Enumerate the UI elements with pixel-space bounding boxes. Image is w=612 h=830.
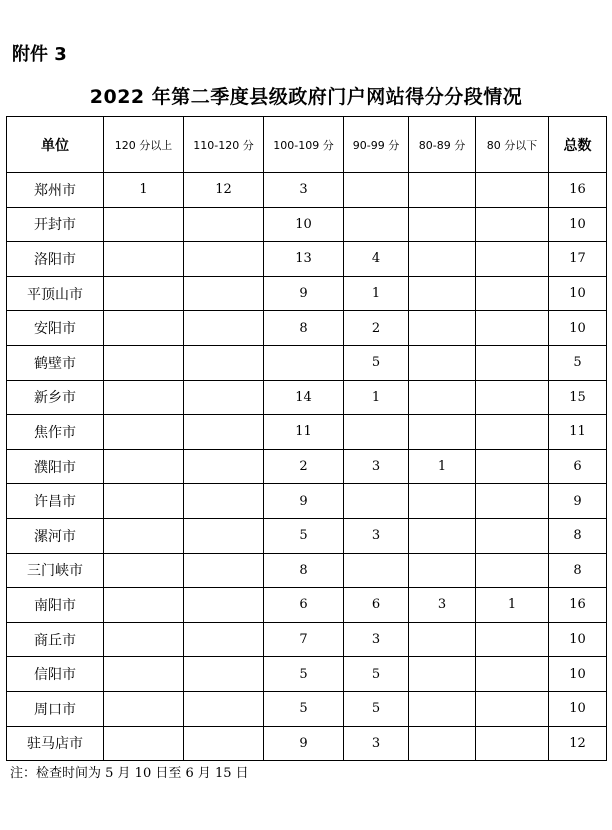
table-cell xyxy=(104,345,184,380)
table-cell: 3 xyxy=(344,518,409,553)
table-cell xyxy=(476,242,549,277)
table-cell: 5 xyxy=(264,691,344,726)
unit-name-cell: 商丘市 xyxy=(7,622,104,657)
table-row xyxy=(7,449,607,484)
table-cell: 5 xyxy=(549,345,607,380)
table-cell xyxy=(104,518,184,553)
table-row xyxy=(7,415,607,450)
unit-name-cell: 鹤壁市 xyxy=(7,345,104,380)
table-cell: 15 xyxy=(549,380,607,415)
unit-name-cell: 周口市 xyxy=(7,691,104,726)
table-cell xyxy=(344,415,409,450)
table-cell xyxy=(476,691,549,726)
table-cell: 5 xyxy=(344,345,409,380)
table-cell xyxy=(104,380,184,415)
unit-name-cell: 信阳市 xyxy=(7,657,104,692)
table-cell xyxy=(184,484,264,519)
table-cell: 5 xyxy=(264,518,344,553)
unit-name-cell: 郑州市 xyxy=(7,173,104,208)
table-row xyxy=(7,657,607,692)
table-cell xyxy=(476,415,549,450)
unit-name-cell: 漯河市 xyxy=(7,518,104,553)
table-cell: 10 xyxy=(549,691,607,726)
table-cell: 3 xyxy=(409,588,476,623)
table-cell xyxy=(184,691,264,726)
table-cell: 3 xyxy=(264,173,344,208)
table-cell xyxy=(184,311,264,346)
table-cell xyxy=(184,345,264,380)
table-cell xyxy=(184,415,264,450)
table-row xyxy=(7,345,607,380)
table-cell xyxy=(184,242,264,277)
table-cell: 10 xyxy=(549,207,607,242)
table-cell: 2 xyxy=(344,311,409,346)
unit-name-cell: 开封市 xyxy=(7,207,104,242)
table-cell xyxy=(409,726,476,761)
table-cell xyxy=(104,726,184,761)
unit-name-cell: 濮阳市 xyxy=(7,449,104,484)
table-cell: 9 xyxy=(264,276,344,311)
table-cell xyxy=(184,726,264,761)
table-cell: 3 xyxy=(344,622,409,657)
table-row xyxy=(7,726,607,761)
table-cell xyxy=(104,691,184,726)
table-cell xyxy=(344,484,409,519)
table-row xyxy=(7,207,607,242)
unit-name-cell: 平顶山市 xyxy=(7,276,104,311)
header-total: 总数 xyxy=(549,117,607,173)
table-cell xyxy=(476,553,549,588)
table-cell: 5 xyxy=(344,691,409,726)
document-title: 2022 年第二季度县级政府门户网站得分分段情况 xyxy=(89,86,523,108)
table-row xyxy=(7,691,607,726)
table-row xyxy=(7,622,607,657)
table-cell: 6 xyxy=(264,588,344,623)
table-cell xyxy=(184,518,264,553)
unit-name-cell: 三门峡市 xyxy=(7,553,104,588)
table-cell xyxy=(476,484,549,519)
header-120-above: 120 分以上 xyxy=(104,117,184,173)
table-cell xyxy=(409,207,476,242)
attachment-label: 附件 3 xyxy=(12,44,67,65)
table-cell: 16 xyxy=(549,173,607,208)
table-cell xyxy=(104,207,184,242)
header-80-below: 80 分以下 xyxy=(476,117,549,173)
table-row xyxy=(7,484,607,519)
unit-name-cell: 焦作市 xyxy=(7,415,104,450)
table-cell: 2 xyxy=(264,449,344,484)
table-cell xyxy=(344,207,409,242)
table-cell xyxy=(104,657,184,692)
table-cell: 7 xyxy=(264,622,344,657)
table-cell xyxy=(409,657,476,692)
table-cell: 8 xyxy=(264,553,344,588)
table-cell xyxy=(184,657,264,692)
unit-name-cell: 驻马店市 xyxy=(7,726,104,761)
table-cell xyxy=(409,518,476,553)
table-row xyxy=(7,380,607,415)
table-cell xyxy=(409,380,476,415)
table-cell xyxy=(104,588,184,623)
table-cell: 1 xyxy=(409,449,476,484)
table-cell: 1 xyxy=(476,588,549,623)
table-header-row xyxy=(7,117,607,173)
unit-name-cell: 许昌市 xyxy=(7,484,104,519)
table-cell: 12 xyxy=(184,173,264,208)
unit-name-cell: 南阳市 xyxy=(7,588,104,623)
table-cell xyxy=(184,380,264,415)
table-cell: 4 xyxy=(344,242,409,277)
table-cell xyxy=(104,311,184,346)
table-cell: 9 xyxy=(549,484,607,519)
table-cell xyxy=(409,622,476,657)
table-cell xyxy=(184,207,264,242)
table-cell xyxy=(104,553,184,588)
table-cell xyxy=(409,553,476,588)
table-cell: 5 xyxy=(264,657,344,692)
table-cell xyxy=(104,415,184,450)
table-cell xyxy=(409,242,476,277)
table-cell: 10 xyxy=(549,657,607,692)
table-cell xyxy=(476,657,549,692)
table-cell xyxy=(184,449,264,484)
unit-name-cell: 安阳市 xyxy=(7,311,104,346)
header-110-120: 110-120 分 xyxy=(184,117,264,173)
table-cell: 8 xyxy=(264,311,344,346)
table-cell: 14 xyxy=(264,380,344,415)
table-cell xyxy=(344,173,409,208)
table-cell: 8 xyxy=(549,553,607,588)
table-cell xyxy=(476,380,549,415)
table-cell xyxy=(409,276,476,311)
table-cell xyxy=(104,242,184,277)
table-cell: 10 xyxy=(549,276,607,311)
table-cell xyxy=(104,622,184,657)
table-cell: 11 xyxy=(549,415,607,450)
table-cell: 16 xyxy=(549,588,607,623)
table-cell xyxy=(184,622,264,657)
table-cell: 6 xyxy=(344,588,409,623)
table-cell: 8 xyxy=(549,518,607,553)
table-cell xyxy=(344,553,409,588)
header-100-109: 100-109 分 xyxy=(264,117,344,173)
table-cell xyxy=(409,311,476,346)
table-row xyxy=(7,553,607,588)
table-cell: 9 xyxy=(264,484,344,519)
table-cell xyxy=(476,449,549,484)
score-distribution-table xyxy=(6,116,607,761)
table-cell: 9 xyxy=(264,726,344,761)
table-row xyxy=(7,173,607,208)
table-cell: 1 xyxy=(104,173,184,208)
table-cell: 5 xyxy=(344,657,409,692)
table-cell xyxy=(409,345,476,380)
table-row xyxy=(7,276,607,311)
table-cell: 11 xyxy=(264,415,344,450)
table-row xyxy=(7,588,607,623)
table-cell xyxy=(476,518,549,553)
table-cell xyxy=(476,726,549,761)
table-cell xyxy=(476,207,549,242)
table-cell xyxy=(184,276,264,311)
table-cell xyxy=(409,484,476,519)
table-cell xyxy=(104,484,184,519)
table-cell xyxy=(476,276,549,311)
unit-name-cell: 新乡市 xyxy=(7,380,104,415)
table-row xyxy=(7,518,607,553)
footnote: 注：检查时间为 5 月 10 日至 6 月 15 日 xyxy=(10,766,249,781)
table-cell: 1 xyxy=(344,380,409,415)
table-cell xyxy=(104,449,184,484)
unit-name-cell: 洛阳市 xyxy=(7,242,104,277)
table-cell xyxy=(476,345,549,380)
table-cell: 10 xyxy=(549,622,607,657)
table-cell: 12 xyxy=(549,726,607,761)
header-80-89: 80-89 分 xyxy=(409,117,476,173)
header-90-99: 90-99 分 xyxy=(344,117,409,173)
table-cell: 10 xyxy=(264,207,344,242)
table-cell: 10 xyxy=(549,311,607,346)
table-row xyxy=(7,311,607,346)
table-row xyxy=(7,242,607,277)
table-cell xyxy=(184,588,264,623)
table-cell: 17 xyxy=(549,242,607,277)
table-cell: 1 xyxy=(344,276,409,311)
header-unit: 单位 xyxy=(7,117,104,173)
table-cell xyxy=(476,173,549,208)
table-cell: 3 xyxy=(344,726,409,761)
table-cell: 13 xyxy=(264,242,344,277)
table-cell xyxy=(409,173,476,208)
table-cell xyxy=(184,553,264,588)
table-cell: 6 xyxy=(549,449,607,484)
table-cell xyxy=(409,691,476,726)
table-cell xyxy=(476,311,549,346)
table-cell xyxy=(476,622,549,657)
table-cell xyxy=(264,345,344,380)
table-cell xyxy=(104,276,184,311)
table-cell xyxy=(409,415,476,450)
table-cell: 3 xyxy=(344,449,409,484)
